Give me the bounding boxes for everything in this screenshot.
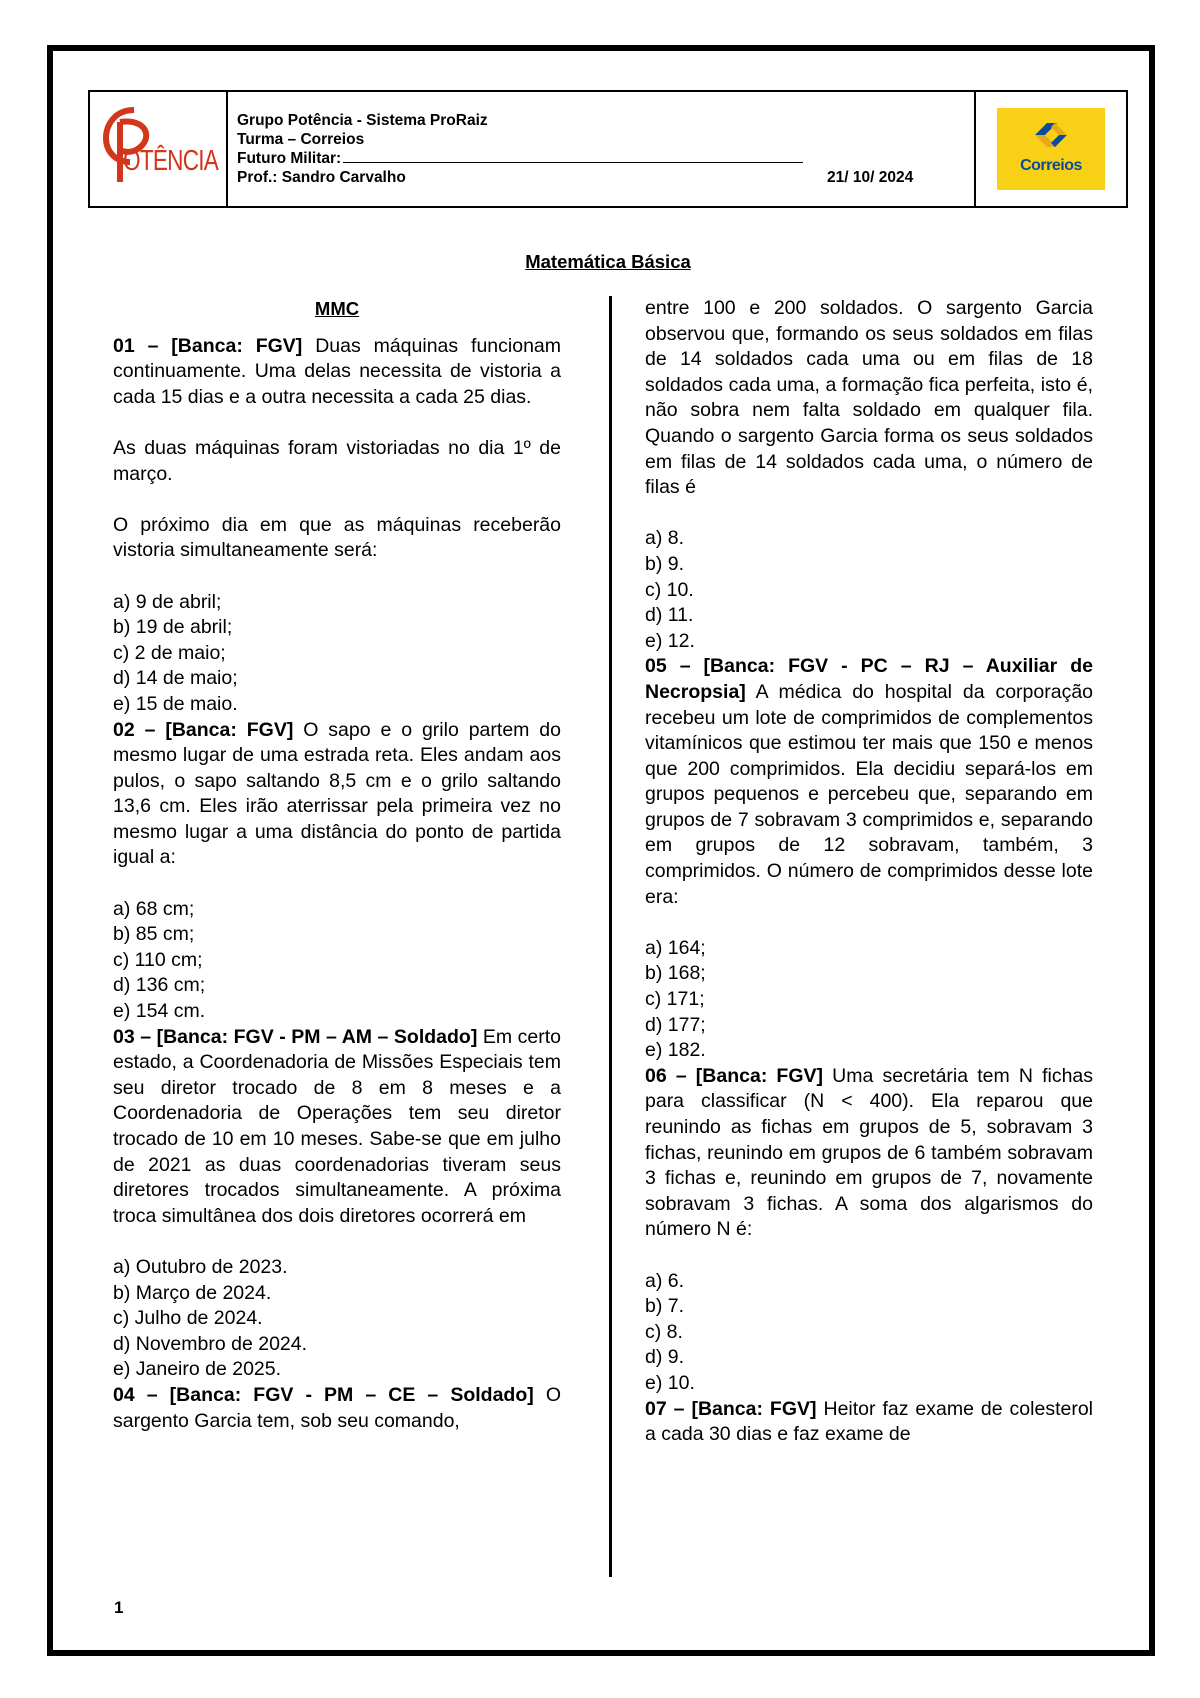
option-e: e) Janeiro de 2025. (113, 1358, 282, 1381)
option-c: c) 2 de maio; (113, 641, 226, 664)
option-e: e) 12. (645, 629, 695, 652)
option-c: c) 110 cm; (113, 948, 203, 971)
question-text: Uma secretária tem N fichas para classificar (N < 400). Ela reparou que reunindo as fichas em grupos de 5, sobravam 3 fichas, reunindo em grupos de 6 também sobravam 3 fichas e, reunindo em grupos de 7, novamente sobravam 3 fichas. A soma dos algarismos do número N é: (645, 1064, 1094, 1241)
question-text: Heitor faz exame de colesterol a cada 30 dias e faz exame de (645, 1397, 1094, 1446)
question-06 (645, 1064, 1093, 1397)
header-line-class: Turma – Correios (237, 130, 365, 148)
question-04-continued (645, 296, 1093, 654)
section-title: MMC (314, 298, 360, 319)
option-a: a) 6. (645, 1269, 685, 1292)
question-text: A médica do hospital da corporação recebeu um lote de comprimidos de complementos vitamínicos que estimou ter mais que 150 e menos que 200 comprimidos. Ela decidiu separá-los em grupos pequenos e percebeu que, separando em grupos de 7 sobravam 3 comprimidos e, separando em grupos de 12 sobravam, também, 3 comprimidos. O número de comprimidos desse lote era: (645, 680, 1094, 908)
option-b: b) 7. (645, 1295, 685, 1318)
option-d: d) Novembro de 2024. (113, 1332, 308, 1355)
question-02 (113, 718, 561, 1025)
page-number: 1 (114, 1598, 124, 1617)
question-header: 06 – [Banca: FGV] (645, 1064, 824, 1087)
option-d: d) 9. (645, 1346, 685, 1369)
question-text: Em certo estado, a Coordenadoria de Missões Especiais tem seu diretor trocado de 8 em 8 meses e a Coordenadoria de Operações tem seu diretor trocado de 10 em 10 meses. Sabe-se que em julho de 2021 as duas coordenadorias tiveram seus diretores trocados simultaneamente. A próxima troca simultânea dos dois diretores ocorrerá em (113, 1025, 561, 1227)
option-c: c) 8. (645, 1320, 683, 1343)
option-c: c) Julho de 2024. (113, 1307, 263, 1330)
question-03 (113, 1025, 561, 1383)
option-b: b) 168; (645, 962, 706, 985)
option-a: a) 8. (645, 527, 685, 550)
question-header: 01 – [Banca: FGV] (113, 334, 303, 357)
option-e: e) 15 de maio. (113, 692, 238, 715)
question-07 (645, 1397, 1093, 1448)
question-header: 07 – [Banca: FGV] (645, 1397, 817, 1420)
question-text: O próximo dia em que as máquinas receberão vistoria simultaneamente será: (113, 513, 561, 562)
document-header (88, 90, 1128, 208)
header-line-student (237, 149, 974, 169)
potencia-logo (90, 92, 228, 206)
question-text: O sargento Garcia tem, sob seu comando, (113, 1383, 561, 1432)
option-d: d) 14 de maio; (113, 667, 238, 690)
column-divider (609, 296, 612, 1577)
option-d: d) 177; (645, 1013, 706, 1036)
header-info (228, 92, 976, 206)
header-line-teacher (237, 169, 974, 188)
student-name-blank (343, 149, 803, 163)
question-header: 05 – [Banca: FGV - PC – RJ – Auxiliar de Necropsia] (645, 655, 1093, 703)
correios-text: Correios (1020, 157, 1082, 174)
question-text: O sapo e o grilo partem do mesmo lugar de uma estrada reta. Eles andam aos pulos, o sapo saltando 8,5 cm e o grilo saltando 13,6 cm. Eles irão aterrissar pela primeira vez no mesmo lugar a uma distância do ponto de partida igual a: (113, 718, 561, 869)
logo-text: OTÊNCIA (123, 145, 219, 177)
option-b: b) Março de 2024. (113, 1281, 272, 1304)
option-b: b) 85 cm; (113, 923, 195, 946)
question-text: Duas máquinas funcionam continuamente. Uma delas necessita de vistoria a cada 15 dias e a outra necessita a cada 25 dias. (113, 334, 561, 408)
option-d: d) 136 cm; (113, 974, 206, 997)
student-label: Futuro Militar: (237, 150, 342, 167)
question-header: 02 – [Banca: FGV] (113, 718, 294, 741)
question-header: 04 – [Banca: FGV - PM – CE – Soldado] (113, 1383, 534, 1406)
option-a: a) 164; (645, 936, 706, 959)
option-a: a) 68 cm; (113, 897, 195, 920)
question-01 (113, 334, 561, 718)
document-title: Matemática Básica (525, 251, 691, 272)
option-a: a) 9 de abril; (113, 590, 222, 613)
header-date: 21/ 10/ 2024 (827, 168, 914, 186)
teacher-label: Prof.: Sandro Carvalho (237, 168, 406, 186)
correios-logo-box (997, 108, 1105, 190)
left-column (113, 296, 561, 1434)
question-text: entre 100 e 200 soldados. O sargento Garcia observou que, formando os seus soldados em filas de 14 soldados cada uma ou em filas de 18 soldados cada uma, a formação fica perfeita, isto é, não sobra nem falta soldado em qualquer fila. Quando o sargento Garcia forma os seus soldados em filas de 14 soldados cada uma, o número de filas é (645, 297, 1093, 499)
option-a: a) Outubro de 2023. (113, 1255, 288, 1278)
option-b: b) 19 de abril; (113, 616, 233, 639)
question-text: As duas máquinas foram vistoriadas no dia 1º de março. (113, 436, 561, 485)
option-c: c) 10. (645, 578, 694, 601)
right-column (645, 296, 1093, 1448)
correios-logo (976, 92, 1126, 206)
option-d: d) 11. (645, 604, 694, 627)
option-b: b) 9. (645, 552, 685, 575)
question-header: 03 – [Banca: FGV - PM – AM – Soldado] (113, 1025, 478, 1048)
option-e: e) 10. (645, 1371, 695, 1394)
question-04 (113, 1383, 561, 1434)
option-c: c) 171; (645, 988, 705, 1011)
correios-arrows-icon (1031, 118, 1071, 152)
option-e: e) 182. (645, 1039, 706, 1062)
option-e: e) 154 cm. (113, 1000, 206, 1023)
header-line-group: Grupo Potência - Sistema ProRaiz (237, 112, 488, 129)
question-05 (645, 654, 1093, 1064)
